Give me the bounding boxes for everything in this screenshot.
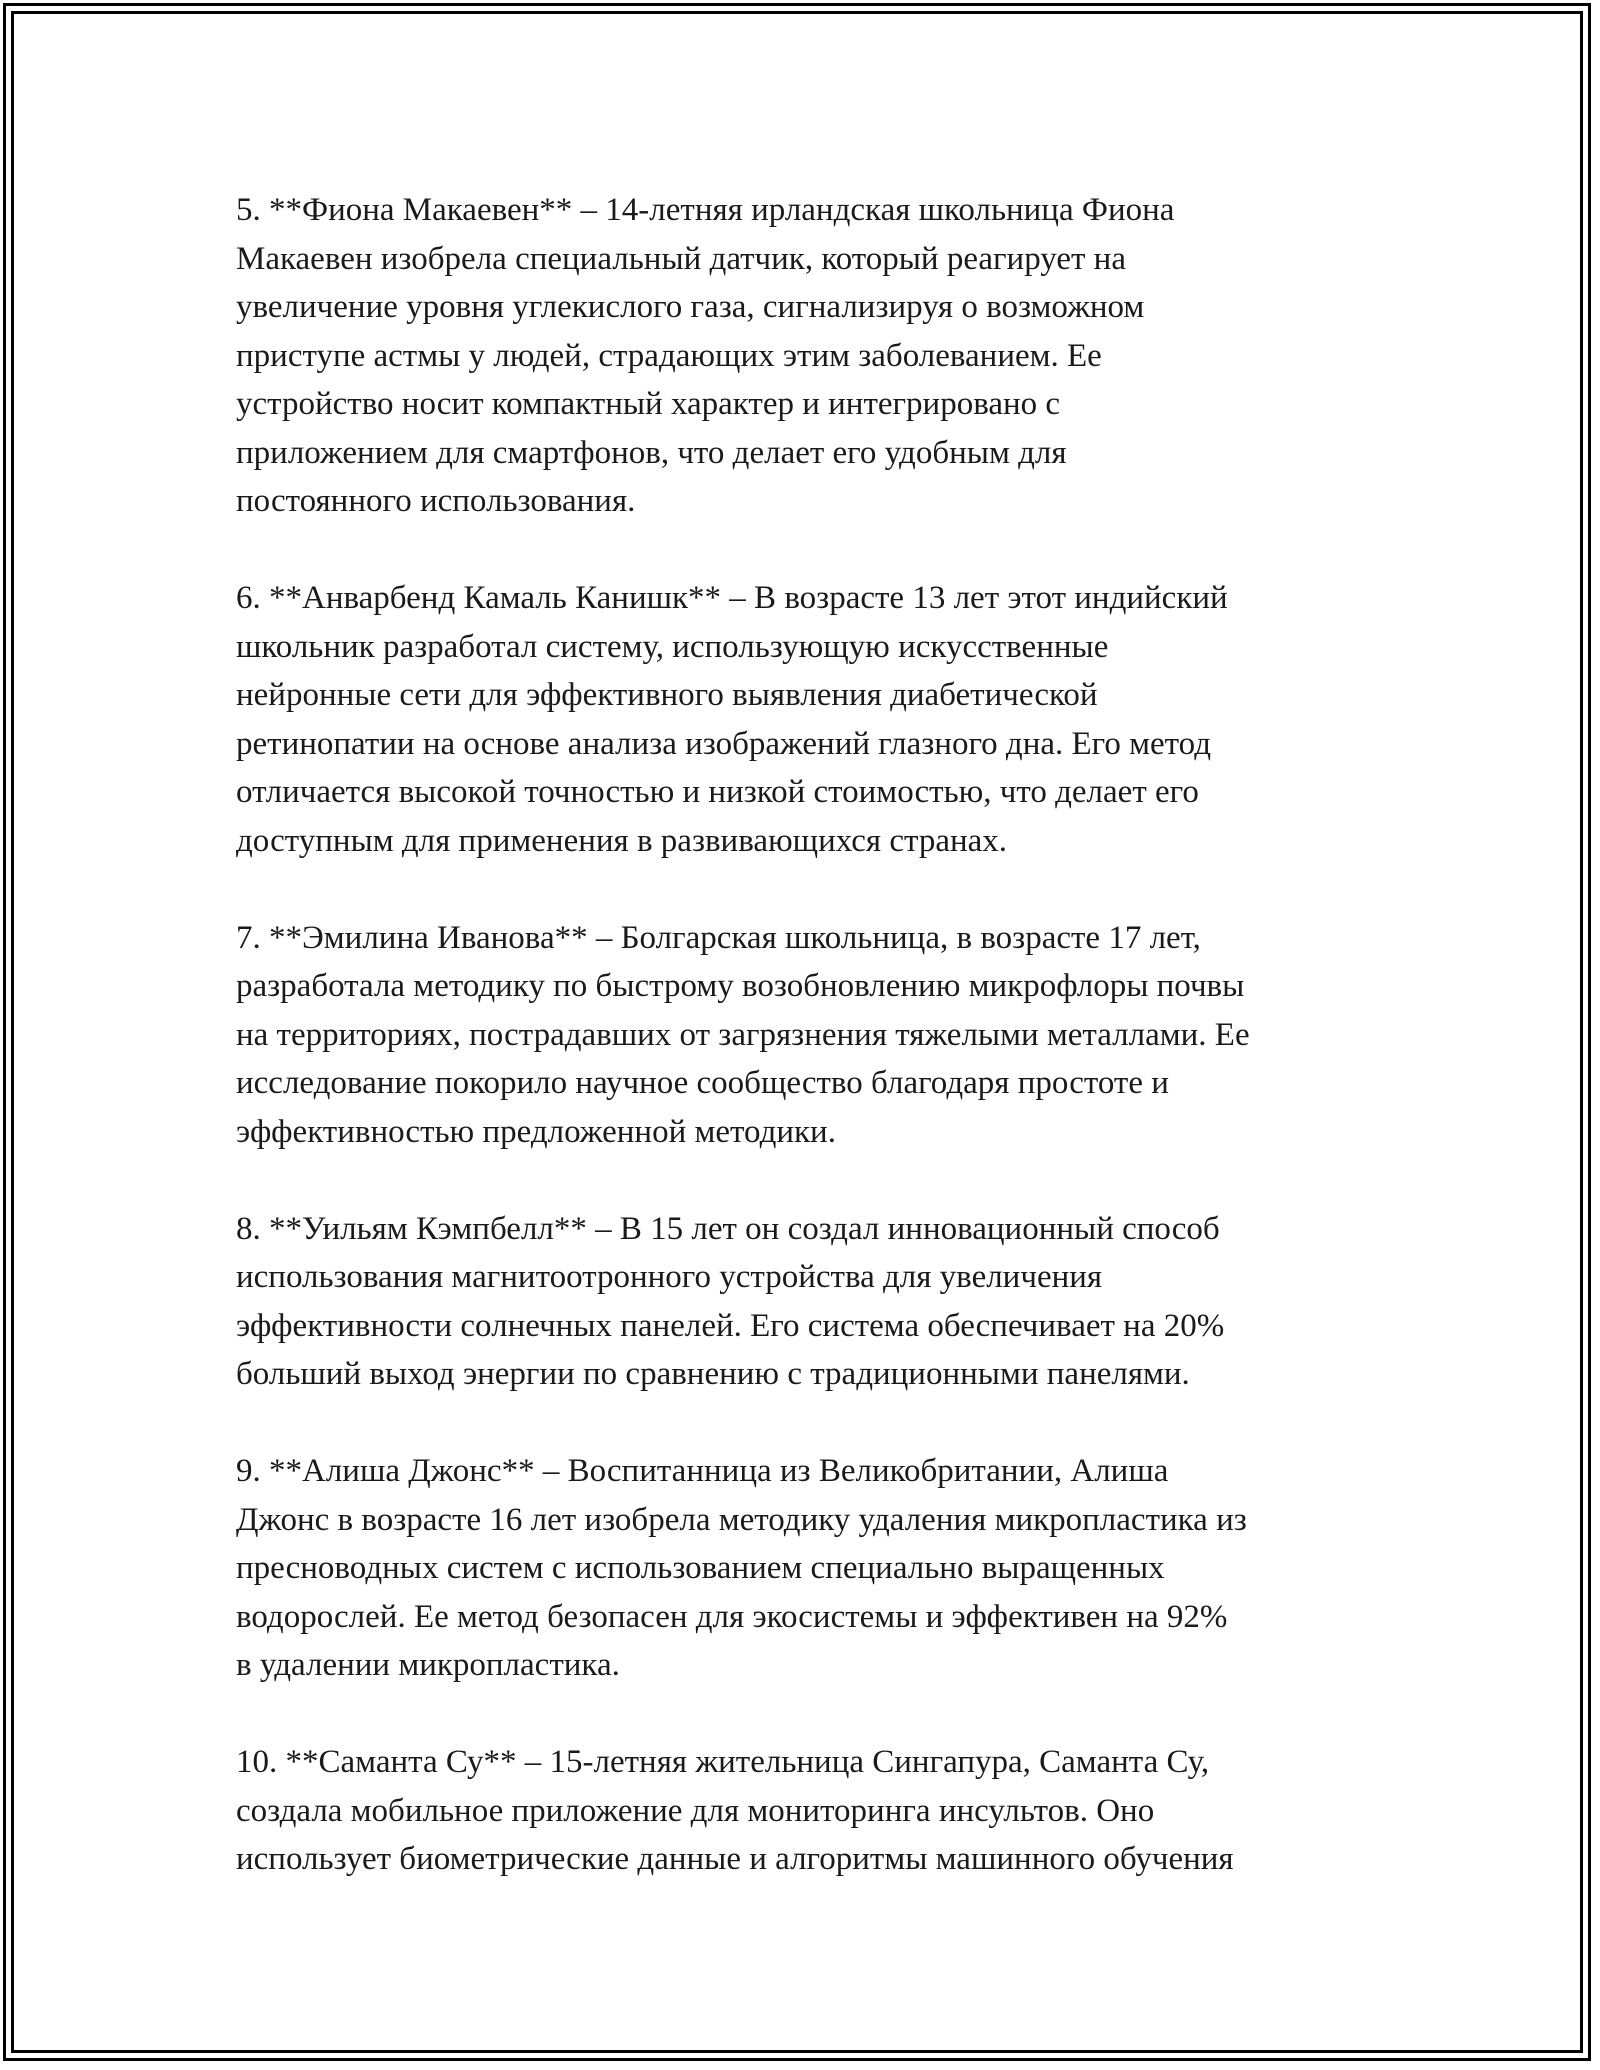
- list-item-7: 7. **Эмилина Иванова** – Болгарская школьница, в возрасте 17 лет, разработала методику по быстрому возобновлению микрофлоры почвы на территориях, пострадавших от загрязнения тяжелыми металлами. Ее исследование покорило научное сообщество благодаря простоте и эффективностью предложенной методики.: [236, 919, 1250, 1150]
- list-item-9: 9. **Алиша Джонс** – Воспитанница из Великобритании, Алиша Джонс в возрасте 16 лет изобрела методику удаления микропластика из пресноводных систем с использованием специально выращенных водорослей. Ее метод безопасен для экосистемы и эффективен на 92% в удалении микропластика.: [236, 1453, 1247, 1683]
- list-item-6: 6. **Анварбенд Камаль Канишк** – В возрасте 13 лет этот индийский школьник разработал систему, использующую искусственные нейронные сети для эффективного выявления диабетической ретинопатии на основе анализа изображений глазного дна. Его метод отличается высокой точностью и низкой стоимостью, что делает его доступным для применения в развивающихся странах.: [236, 580, 1228, 859]
- document-body: [236, 186, 1396, 1884]
- list-item-5: 5. **Фиона Макаевен** – 14-летняя ирландская школьница Фиона Макаевен изобрела специальный датчик, который реагирует на увеличение уровня углекислого газа, сигнализируя о возможном приступе астмы у людей, страдающих этим заболеванием. Ее устройство носит компактный характер и интегрировано с приложением для смартфонов, что делает его удобным для постоянного использования.: [236, 192, 1175, 519]
- list-item-10: 10. **Саманта Су** – 15-летняя жительница Сингапура, Саманта Су, создала мобильное приложение для мониторинга инсультов. Оно использует биометрические данные и алгоритмы машинного обучения: [236, 1744, 1234, 1877]
- list-item-8: 8. **Уильям Кэмпбелл** – В 15 лет он создал инновационный способ использования магнитоотронного устройства для увеличения эффективности солнечных панелей. Его система обеспечивает на 20% больший выход энергии по сравнению с традиционными панелями.: [236, 1210, 1225, 1392]
